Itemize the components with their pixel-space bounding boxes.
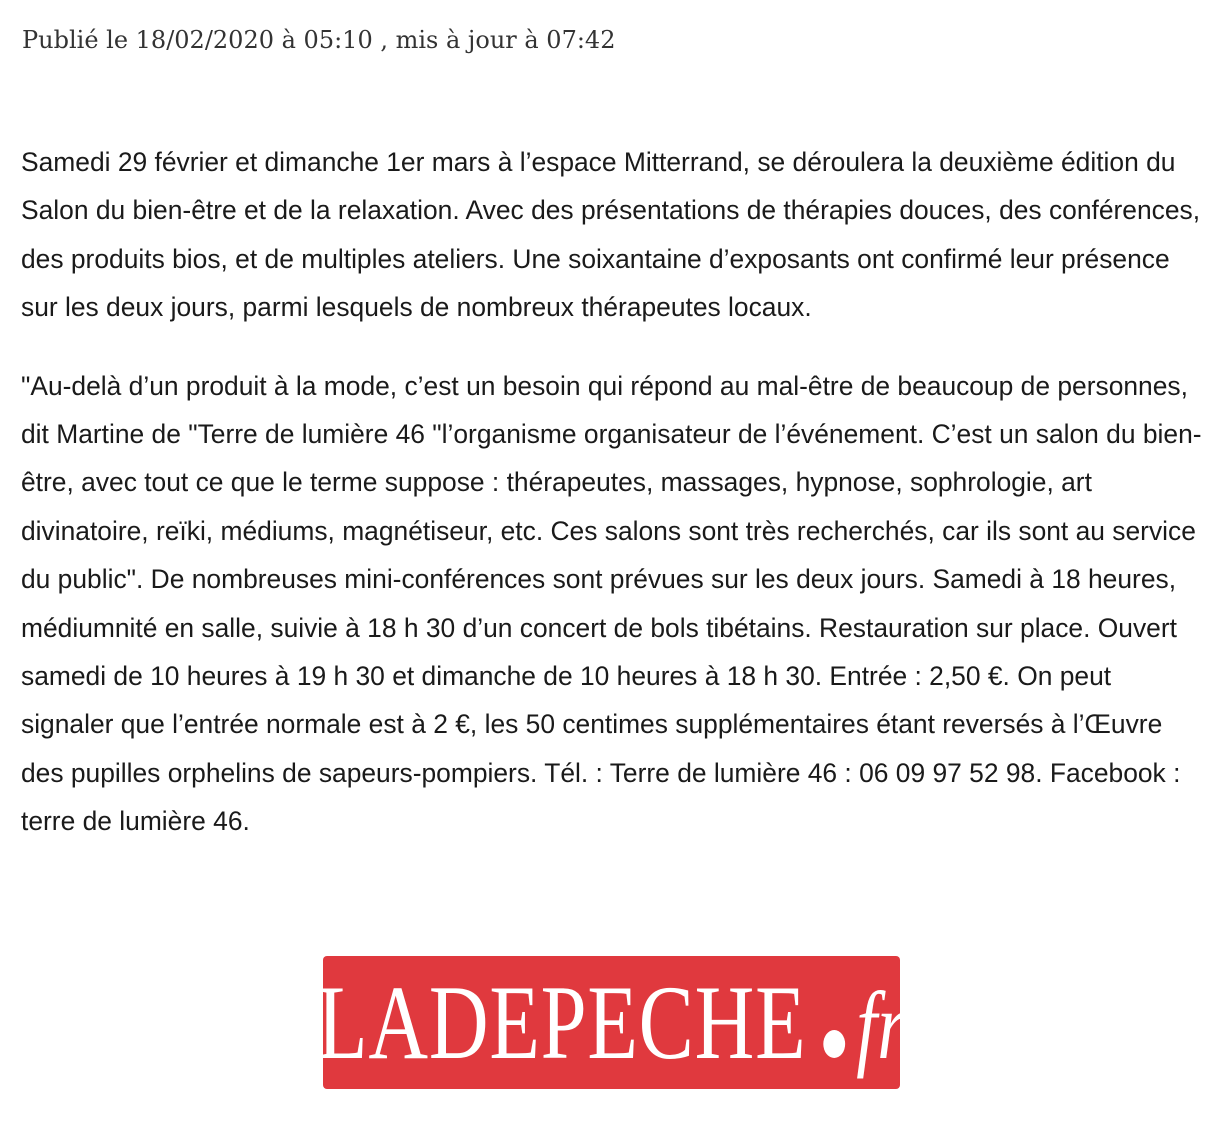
article-paragraph-2: "Au-delà d’un produit à la mode, c’est un besoin qui répond au mal-être de beaucoup de personnes, dit Martine de "Terre de lumière 46 "l’organisme organisateur de l’événement. C’est un salon du bien-être, avec tout ce que le terme suppose : thérapeutes, massages, hypnose, sophrologie, art divinatoire, reïki, médiums, magnétiseur, etc. Ces salons sont très recherchés, car ils sont au service du public". De nombreuses mini-conférences sont prévues sur les deux jours. Samedi à 18 heures, médiumnité en salle, suivie à 18 h 30 d’un concert de bols tibétains. Restauration sur place. Ouvert samedi de 10 heures à 19 h 30 et dimanche de 10 heures à 18 h 30. Entrée : 2,50 €. On peut signaler que l’entrée normale est à 2 €, les 50 centimes supplémentaires étant reversés à l’Œuvre des pupilles orphelins de sapeurs-pompiers. Tél. : Terre de lumière 46 : 06 09 97 52 98. Facebook : terre de lumière 46. bbox=[21, 370, 1202, 837]
logo-lockup bbox=[316, 963, 907, 1081]
article-body bbox=[21, 138, 1203, 846]
article-paragraph-1: Samedi 29 février et dimanche 1er mars à l’espace Mitterrand, se déroulera la deuxième édition du Salon du bien-être et de la relaxation. Avec des présentations de thérapies douces, des conférences, des produits bios, et de multiples ateliers. Une soixantaine d’exposants ont confirmé leur présence sur les deux jours, parmi lesquels de nombreux thérapeutes locaux. bbox=[21, 147, 1201, 323]
publication-date: Publié le 18/02/2020 à 05:10 , mis à jour à 07:42 bbox=[22, 26, 616, 54]
ladepeche-logo bbox=[316, 956, 907, 1089]
logo-wordmark: LADEPECHE bbox=[316, 963, 807, 1081]
logo-domain: fr bbox=[856, 971, 907, 1079]
logo-dot-icon bbox=[823, 1030, 845, 1058]
